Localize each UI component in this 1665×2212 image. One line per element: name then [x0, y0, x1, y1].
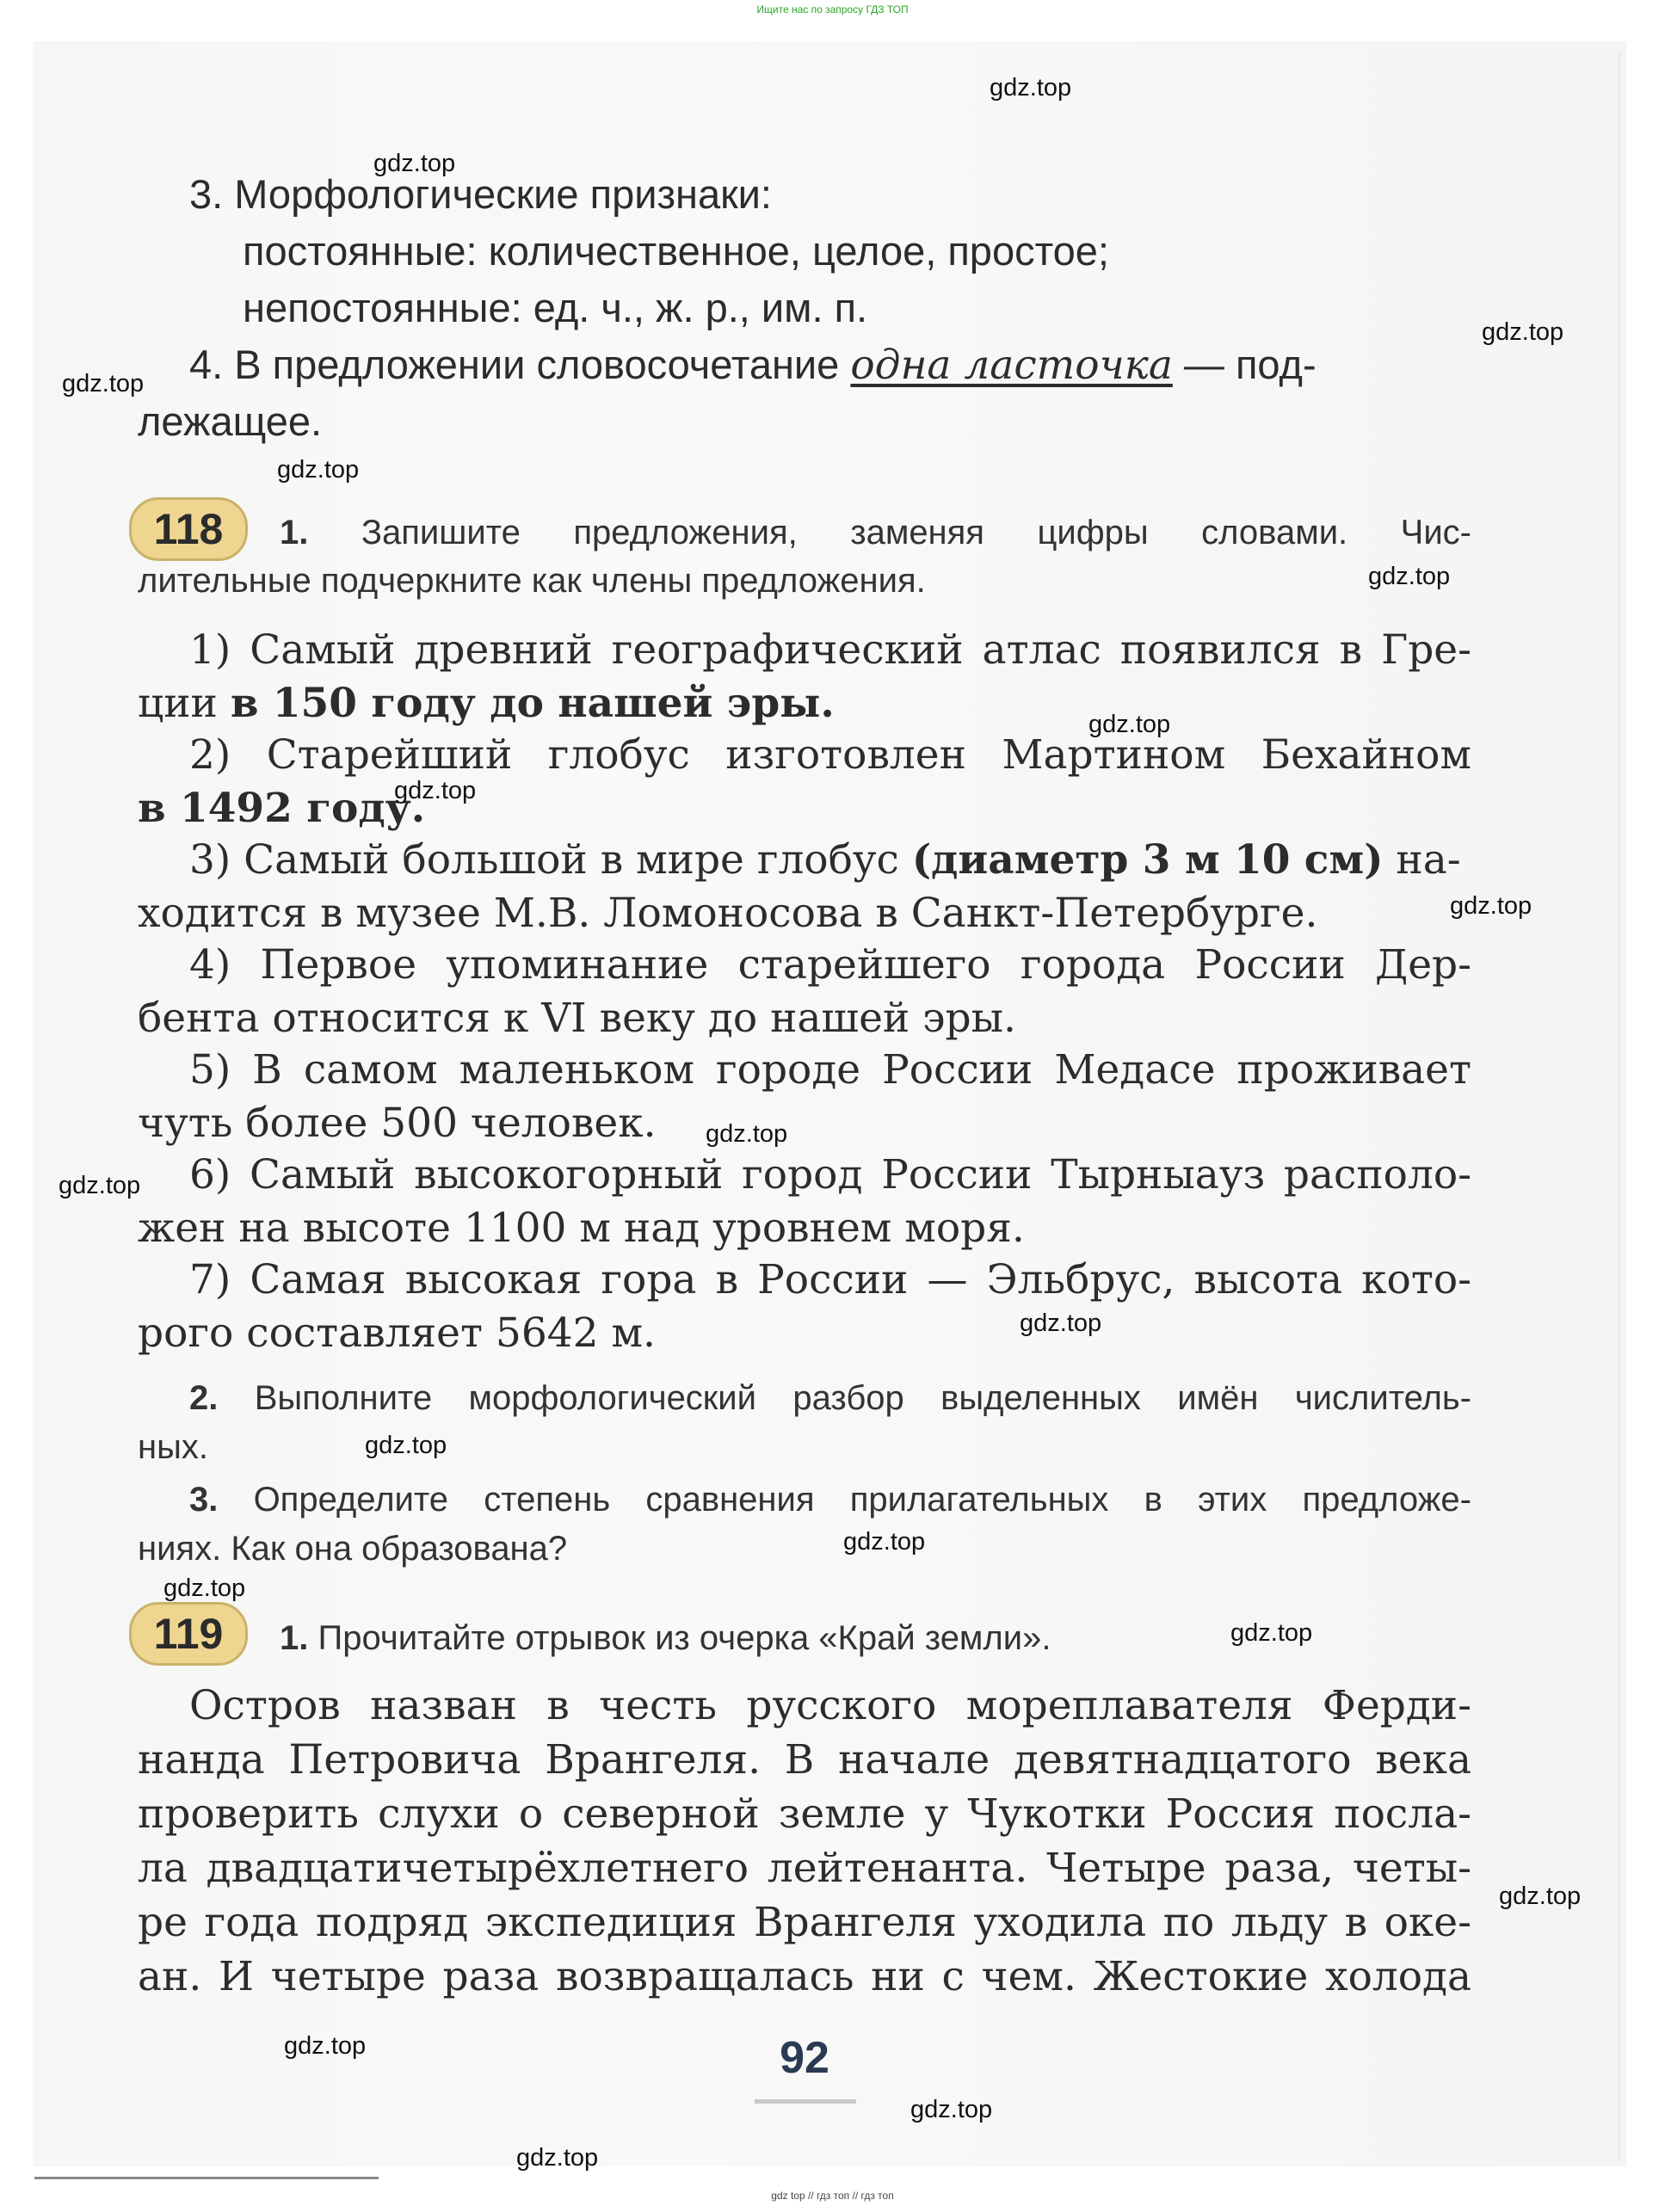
ex118-s1-b-plain: ции	[138, 680, 231, 727]
ex118-s5-a: 5) В самом маленьком городе России Медасе проживает	[189, 1046, 1471, 1094]
ex118-s6-a: 6) Самый высокогорный город России Тырныауз располо-	[189, 1151, 1471, 1198]
ex118-s3-b: ходится в музее М.В. Ломоносова в Санкт-Петербурге.	[138, 890, 1318, 937]
watermark: gdz.top	[277, 456, 360, 484]
ex118-task1-text: Запишите предложения, заменяя цифры словами. Чис-	[361, 514, 1471, 551]
ex118-s5-b: чуть более 500 человек.	[138, 1100, 657, 1147]
ex118-s6-b: жен на высоте 1100 м над уровнем моря.	[138, 1205, 1025, 1252]
ex118-s4-a: 4) Первое упоминание старейшего города России Дер-	[189, 941, 1471, 989]
bottom-notice: gdz top // гдз топ // гдз топ	[771, 2190, 894, 2202]
watermark: gdz.top	[706, 1120, 788, 1148]
ex118-s3-a	[189, 836, 1471, 884]
watermark: gdz.top	[843, 1528, 926, 1556]
ex118-s7-b: рого составляет 5642 м.	[138, 1309, 656, 1357]
underlined-phrase: одна ласточка	[850, 342, 1173, 389]
ex118-s1-b-bold: в 150 году до нашей эры.	[230, 680, 835, 727]
ex119-task1	[280, 1619, 1613, 1658]
ex118-task3-line2: ниях. Как она образована?	[138, 1530, 568, 1568]
ex119-task1-text: Прочитайте отрывок из очерка «Край земли».	[318, 1619, 1051, 1657]
watermark: gdz.top	[910, 2096, 993, 2123]
watermark: gdz.top	[990, 74, 1072, 102]
ex118-s2-b	[138, 785, 1471, 832]
ex118-s3-a-plain: 3) Самый большой в мире глобус	[189, 836, 912, 884]
ex119-text-line-3: проверить слухи о северной земле у Чукотки Россия посла-	[138, 1790, 1471, 1838]
ex119-text-line-5: ре года подряд экспедиция Врангеля уходила по льду в оке-	[138, 1899, 1471, 1946]
ex118-s3-a-end: на-	[1383, 836, 1461, 884]
watermark: gdz.top	[1088, 711, 1171, 738]
ex118-task2-line1	[189, 1379, 1471, 1418]
morph-features-heading: 3. Морфологические признаки:	[189, 171, 772, 217]
ex119-text-line-4: ла двадцатичетырёхлетнего лейтенанта. Четыре раза, четы-	[138, 1845, 1471, 1892]
top-notice: Ищите нас по запросу ГДЗ ТОП	[756, 3, 909, 15]
watermark: gdz.top	[284, 2032, 367, 2060]
watermark: gdz.top	[62, 370, 145, 397]
ex118-task2-num: 2.	[189, 1379, 219, 1417]
morph-variable: непостоянные: ед. ч., ж. р., им. п.	[243, 285, 868, 330]
watermark: gdz.top	[516, 2144, 599, 2172]
watermark: gdz.top	[59, 1172, 141, 1199]
ex119-task1-num: 1.	[280, 1619, 309, 1657]
watermark: gdz.top	[373, 150, 456, 177]
ex119-text-line-2: нанда Петровича Врангеля. В начале девятнадцатого века	[138, 1736, 1471, 1784]
exercise-119-badge: 119	[129, 1602, 248, 1666]
page-number: 92	[780, 2033, 829, 2083]
watermark: gdz.top	[1499, 1882, 1582, 1910]
ex118-task1-line2: лительные подчеркните как члены предложения.	[138, 562, 926, 600]
ex118-task3-text: Определите степень сравнения прилагательных в этих предложе-	[253, 1481, 1471, 1519]
ex118-s1-a: 1) Самый древний географический атлас появился в Гре-	[189, 626, 1471, 674]
ex118-s1-b	[138, 680, 1471, 727]
ex118-s7-a: 7) Самая высокая гора в России — Эльбрус, высота кото-	[189, 1256, 1471, 1303]
ex119-text-line-6: ан. И четыре раза возвращалась ни с чем. Жестокие холода	[138, 1953, 1471, 2000]
exercise-118-badge: 118	[129, 497, 248, 561]
morph-constant: постоянные: количественное, целое, простое;	[243, 228, 1109, 274]
sentence-role-start: 4. В предложении словосочетание	[189, 342, 840, 387]
ex118-task2-text: Выполните морфологический разбор выделенных имён числитель-	[254, 1379, 1471, 1417]
ex118-s4-b: бента относится к VI веку до нашей эры.	[138, 995, 1016, 1042]
page-edge	[1618, 52, 1621, 2160]
ex118-task3-line1	[189, 1481, 1471, 1519]
watermark: gdz.top	[1020, 1309, 1102, 1337]
watermark: gdz.top	[163, 1574, 246, 1602]
ex118-task1-line1	[280, 514, 1471, 552]
watermark: gdz.top	[1368, 563, 1451, 590]
ex118-s2-a: 2) Старейший глобус изготовлен Мартином Бехайном	[189, 731, 1471, 779]
watermark: gdz.top	[394, 777, 477, 804]
ex118-task3-num: 3.	[189, 1481, 219, 1519]
watermark: gdz.top	[1450, 892, 1532, 920]
sentence-role-cont: лежащее.	[138, 398, 323, 444]
ex119-text-line-1: Остров назван в честь русского мореплавателя Ферди-	[189, 1682, 1471, 1729]
watermark: gdz.top	[1482, 318, 1564, 346]
footer-rule	[34, 2177, 379, 2179]
ex118-task2-line2: ных.	[138, 1428, 208, 1466]
ex118-s2-b-bold: в 1492 году.	[138, 785, 426, 832]
page-number-rule	[755, 2099, 856, 2104]
watermark: gdz.top	[365, 1432, 447, 1459]
sentence-role-line	[189, 341, 1471, 389]
watermark: gdz.top	[1230, 1619, 1313, 1647]
ex118-s3-a-bold: (диаметр 3 м 10 см)	[911, 836, 1384, 884]
sentence-role-end: — под-	[1183, 342, 1317, 387]
ex118-task1-num: 1.	[280, 514, 309, 551]
